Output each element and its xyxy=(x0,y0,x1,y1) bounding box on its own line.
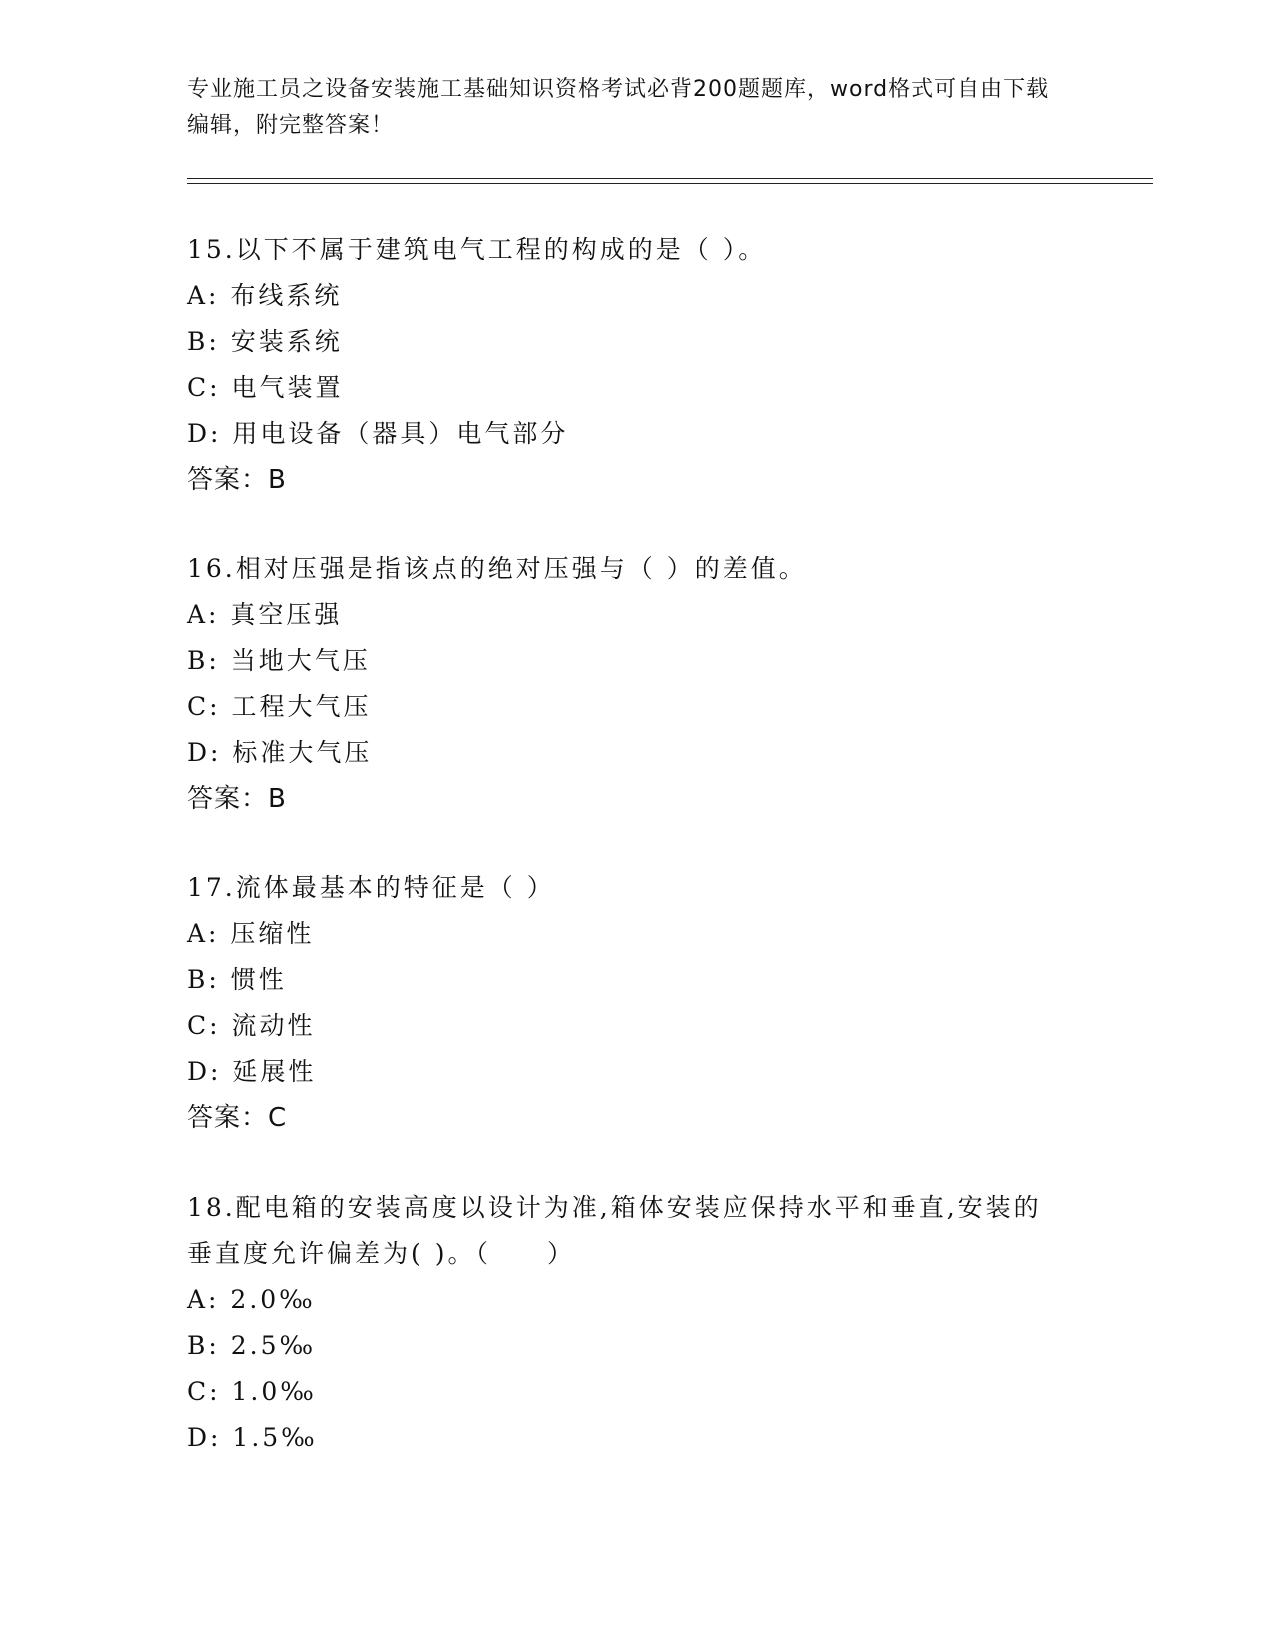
question-17 xyxy=(187,865,1087,1141)
option-d: D: 标准大气压 xyxy=(187,738,373,767)
option-a: A: 真空压强 xyxy=(187,600,343,629)
option-b: B: 惯性 xyxy=(187,965,287,994)
question-18 xyxy=(187,1185,1067,1461)
option-b: B: 安装系统 xyxy=(187,327,343,356)
question-15 xyxy=(187,227,1087,503)
question-stem: 18.配电箱的安装高度以设计为准,箱体安装应保持水平和垂直,安装的垂直度允许偏差为( )。（ ） xyxy=(187,1193,1042,1268)
document-header xyxy=(187,72,1067,144)
question-stem: 16.相对压强是指该点的绝对压强与（ ）的差值。 xyxy=(187,554,807,583)
option-d: D: 延展性 xyxy=(187,1057,317,1086)
answer: 答案：B xyxy=(187,784,287,814)
answer: 答案：B xyxy=(187,465,287,495)
option-c: C: 1.0‰ xyxy=(187,1377,317,1406)
option-a: A: 压缩性 xyxy=(187,919,315,948)
option-a: A: 布线系统 xyxy=(187,281,343,310)
header-divider-bottom xyxy=(187,183,1153,184)
option-a: A: 2.0‰ xyxy=(187,1285,316,1314)
question-16 xyxy=(187,546,1087,822)
option-c: C: 工程大气压 xyxy=(187,692,372,721)
header-divider-top xyxy=(187,178,1153,179)
option-c: C: 流动性 xyxy=(187,1011,316,1040)
option-c: C: 电气装置 xyxy=(187,373,344,402)
question-stem: 15.以下不属于建筑电气工程的构成的是（ ）。 xyxy=(187,235,767,264)
question-stem: 17.流体最基本的特征是（ ） xyxy=(187,873,555,902)
header-title: 专业施工员之设备安装施工基础知识资格考试必背200题题库，word格式可自由下载编辑，附完整答案！ xyxy=(187,77,1050,138)
answer: 答案：C xyxy=(187,1103,288,1133)
option-b: B: 2.5‰ xyxy=(187,1331,317,1360)
option-b: B: 当地大气压 xyxy=(187,646,371,675)
option-d: D: 1.5‰ xyxy=(187,1423,318,1452)
option-d: D: 用电设备（器具）电气部分 xyxy=(187,419,569,448)
